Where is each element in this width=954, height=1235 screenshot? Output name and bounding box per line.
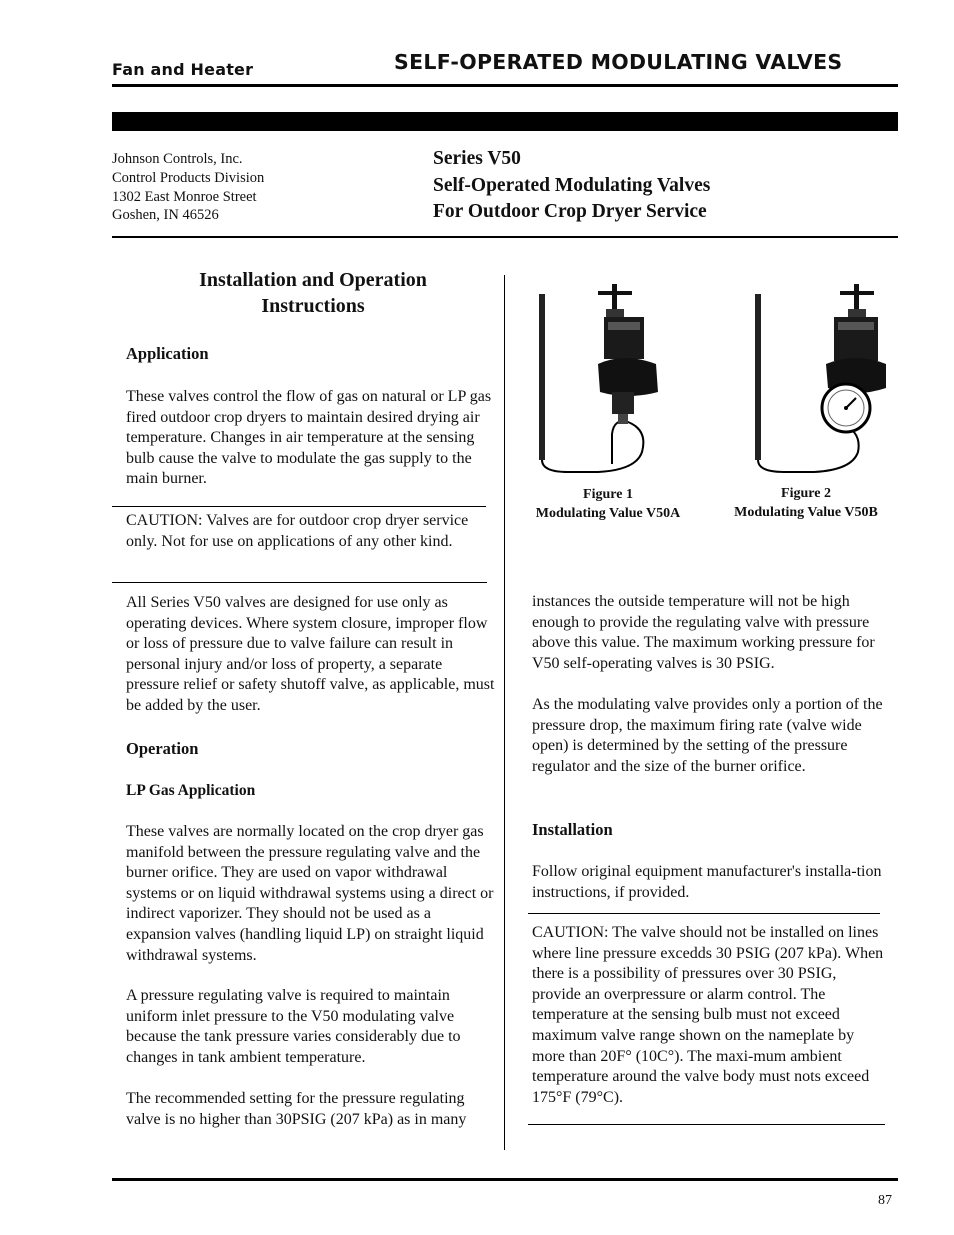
application-text: These valves control the flow of gas on natural or LP gas fired outdoor crop dryers to maintain desired drying air temperature. Changes in air temperature at the sensing bulb cause the valve to modulate the gas supply to the main burner.: [126, 388, 492, 488]
header-title: SELF-OPERATED MODULATING VALVES: [394, 50, 843, 74]
series-line: Self-Operated Modulating Valves: [433, 174, 711, 196]
document-title: [433, 146, 710, 226]
application-heading: Application: [126, 344, 209, 363]
series-line: For Outdoor Crop Dryer Service: [433, 201, 707, 222]
recommended-setting-text: The recommended setting for the pressure regulating valve is no higher than 30PSIG (207 kPa) as in many: [126, 1090, 467, 1128]
valve-v50a-image: [528, 284, 678, 474]
footer-rule: [112, 1178, 898, 1181]
header-section-label: Fan and Heater: [112, 60, 254, 79]
pressure-drop-text: As the modulating valve provides only a portion of the pressure drop, the maximum firing rate (valve wide open) is determined by the setting of the pressure regulator and the size of the burner orifice.: [532, 696, 883, 775]
figure-1-text: Modulating Value V50A: [535, 506, 681, 521]
address-line: 1302 East Monroe Street: [112, 188, 257, 205]
page-number: 87: [878, 1193, 892, 1208]
figure-1-caption: [520, 485, 696, 523]
address-line: Control Products Division: [112, 169, 265, 186]
caution2-rule-bottom: [528, 1124, 885, 1125]
lp-gas-heading: LP Gas Application: [126, 782, 256, 799]
figure-1-label: Figure 1: [583, 487, 633, 502]
figure-2-label: Figure 2: [781, 486, 831, 501]
address-line: Goshen, IN 46526: [112, 207, 219, 224]
operation-heading: Operation: [126, 739, 199, 758]
caution-rule-bottom: [112, 582, 487, 583]
header-rule: [112, 84, 898, 87]
lp-gas-text: These valves are normally located on the crop dryer gas manifold between the pressure regulating valve and the burner orifice. They are used on vapor withdrawal systems or on liquid withdrawal systems using a direct or indirect vaporizer. They should not be used as a expansion valves (handling liquid LP) on straight liquid withdrawal systems.: [126, 823, 494, 964]
section-title-line: Installation and Operation: [199, 269, 427, 291]
black-banner: [112, 112, 898, 131]
caution-pressure: CAUTION: The valve should not be installed on lines where line pressure excedds 30 PSIG (207 kPa). When there is a possibility of pressures over 30 PSIG, provide an overpressure or alarm control. The temperature at the sensing bulb must not exceed maximum valve range shown on the nameplate by more than 20F° (10C°). The maxi-mum ambient temperature around the valve body must nots exceed 175°F (79°C).: [532, 924, 884, 1106]
figure-2-caption: [718, 484, 894, 522]
section-title-line: Instructions: [261, 295, 365, 317]
installation-heading: Installation: [532, 820, 613, 839]
continued-text: instances the outside temperature will not be high enough to provide the regulating valve with pressure above this value. The maximum working pressure for V50 self-operating valves is 30 PSIG.: [532, 593, 875, 672]
valve-v50b-image: [738, 284, 888, 474]
pressure-regulator-text: A pressure regulating valve is required to maintain uniform inlet pressure to the V50 modulating valve because the tank pressure varies considerably due to changes in tank ambient temperature.: [126, 987, 461, 1066]
caution-rule-top: [112, 506, 486, 507]
caution-outdoor-only: CAUTION: Valves are for outdoor crop dryer service only. Not for use on applications of any other kind.: [126, 512, 469, 550]
figure-2-text: Modulating Value V50B: [734, 505, 878, 520]
series-line: Series V50: [433, 148, 521, 169]
installation-text: Follow original equipment manufacturer's installa-tion instructions, if provided.: [532, 863, 882, 901]
company-address: [112, 150, 264, 225]
column-divider: [504, 275, 505, 1150]
series-design-text: All Series V50 valves are designed for use only as operating devices. Where system closure, improper flow or loss of pressure due to valve failure can result in personal injury and/or loss of property, a separate pressure relief or safety shutoff valve, as applicable, must be added by the user.: [126, 594, 495, 714]
section-title: [150, 267, 476, 319]
address-line: Johnson Controls, Inc.: [112, 151, 243, 167]
title-rule: [112, 236, 898, 238]
caution2-rule-top: [528, 913, 880, 914]
